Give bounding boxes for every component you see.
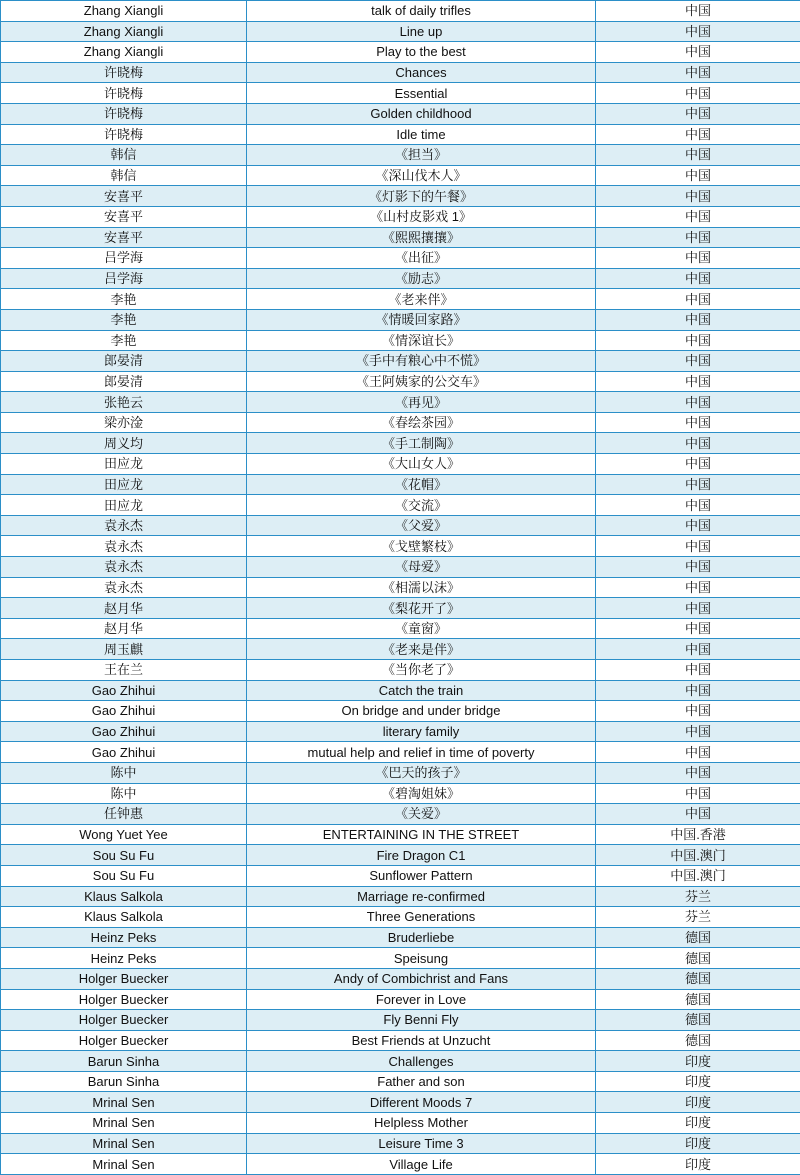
title-cell: 《童窗》 bbox=[247, 618, 596, 639]
country-cell: 中国 bbox=[596, 165, 800, 186]
title-cell: 《关爱》 bbox=[247, 804, 596, 825]
title-cell: 《灯影下的午餐》 bbox=[247, 186, 596, 207]
table-row bbox=[1, 42, 800, 63]
title-cell: 《母爱》 bbox=[247, 557, 596, 578]
country-cell: 中国 bbox=[596, 351, 800, 372]
title-cell: 《担当》 bbox=[247, 145, 596, 166]
title-cell: 《巴天的孩子》 bbox=[247, 762, 596, 783]
artist-cell: Barun Sinha bbox=[1, 1071, 247, 1092]
country-cell: 中国 bbox=[596, 124, 800, 145]
artist-cell: 梁亦淦 bbox=[1, 412, 247, 433]
artist-cell: Gao Zhihui bbox=[1, 701, 247, 722]
title-cell: Father and son bbox=[247, 1071, 596, 1092]
table-row bbox=[1, 145, 800, 166]
title-cell: 《手中有粮心中不慌》 bbox=[247, 351, 596, 372]
artist-cell: Holger Buecker bbox=[1, 1030, 247, 1051]
artist-cell: Gao Zhihui bbox=[1, 721, 247, 742]
title-cell: Best Friends at Unzucht bbox=[247, 1030, 596, 1051]
title-cell: Leisure Time 3 bbox=[247, 1133, 596, 1154]
country-cell: 德国 bbox=[596, 948, 800, 969]
country-cell: 中国 bbox=[596, 783, 800, 804]
title-cell: 《出征》 bbox=[247, 248, 596, 269]
artist-cell: 韩信 bbox=[1, 145, 247, 166]
country-cell: 印度 bbox=[596, 1154, 800, 1175]
country-cell: 芬兰 bbox=[596, 886, 800, 907]
title-cell: Idle time bbox=[247, 124, 596, 145]
country-cell: 中国 bbox=[596, 330, 800, 351]
title-cell: On bridge and under bridge bbox=[247, 701, 596, 722]
table-row bbox=[1, 598, 800, 619]
country-cell: 中国 bbox=[596, 495, 800, 516]
table-row bbox=[1, 577, 800, 598]
title-cell: Catch the train bbox=[247, 680, 596, 701]
table-row bbox=[1, 165, 800, 186]
country-cell: 中国 bbox=[596, 433, 800, 454]
title-cell: 《花帽》 bbox=[247, 474, 596, 495]
artist-cell: 安喜平 bbox=[1, 206, 247, 227]
country-cell: 印度 bbox=[596, 1133, 800, 1154]
artist-cell: 任钟惠 bbox=[1, 804, 247, 825]
country-cell: 芬兰 bbox=[596, 907, 800, 928]
title-cell: Line up bbox=[247, 21, 596, 42]
country-cell: 中国.澳门 bbox=[596, 865, 800, 886]
table-row bbox=[1, 701, 800, 722]
artist-cell: 陈中 bbox=[1, 762, 247, 783]
title-cell: Forever in Love bbox=[247, 989, 596, 1010]
table-row bbox=[1, 1092, 800, 1113]
title-cell: 《深山伐木人》 bbox=[247, 165, 596, 186]
title-cell: Chances bbox=[247, 62, 596, 83]
title-cell: literary family bbox=[247, 721, 596, 742]
table-row bbox=[1, 351, 800, 372]
table-row bbox=[1, 742, 800, 763]
country-cell: 德国 bbox=[596, 989, 800, 1010]
table-row bbox=[1, 948, 800, 969]
title-cell: 《当你老了》 bbox=[247, 660, 596, 681]
table-row bbox=[1, 639, 800, 660]
artist-cell: Sou Su Fu bbox=[1, 865, 247, 886]
table-row bbox=[1, 309, 800, 330]
table-row bbox=[1, 515, 800, 536]
artist-cell: 韩信 bbox=[1, 165, 247, 186]
country-cell: 中国 bbox=[596, 227, 800, 248]
table-row bbox=[1, 1, 800, 22]
country-cell: 中国 bbox=[596, 83, 800, 104]
title-cell: Speisung bbox=[247, 948, 596, 969]
artist-cell: 安喜平 bbox=[1, 227, 247, 248]
table-row bbox=[1, 660, 800, 681]
title-cell: 《熙熙攘攘》 bbox=[247, 227, 596, 248]
table-row bbox=[1, 495, 800, 516]
artist-cell: Holger Buecker bbox=[1, 1010, 247, 1031]
country-cell: 中国 bbox=[596, 103, 800, 124]
country-cell: 中国 bbox=[596, 804, 800, 825]
table-row bbox=[1, 103, 800, 124]
artist-cell: Mrinal Sen bbox=[1, 1154, 247, 1175]
title-cell: Golden childhood bbox=[247, 103, 596, 124]
country-cell: 中国 bbox=[596, 721, 800, 742]
country-cell: 中国 bbox=[596, 289, 800, 310]
title-cell: Challenges bbox=[247, 1051, 596, 1072]
title-cell: Play to the best bbox=[247, 42, 596, 63]
country-cell: 中国 bbox=[596, 206, 800, 227]
table-row bbox=[1, 1113, 800, 1134]
country-cell: 印度 bbox=[596, 1071, 800, 1092]
artist-cell: Holger Buecker bbox=[1, 989, 247, 1010]
country-cell: 中国 bbox=[596, 454, 800, 475]
title-cell: 《情深谊长》 bbox=[247, 330, 596, 351]
artist-cell: 陈中 bbox=[1, 783, 247, 804]
table-row bbox=[1, 989, 800, 1010]
country-cell: 中国 bbox=[596, 268, 800, 289]
artist-cell: Zhang Xiangli bbox=[1, 1, 247, 22]
table-row bbox=[1, 454, 800, 475]
table-row bbox=[1, 289, 800, 310]
country-cell: 中国 bbox=[596, 762, 800, 783]
country-cell: 中国 bbox=[596, 742, 800, 763]
country-cell: 印度 bbox=[596, 1113, 800, 1134]
country-cell: 中国 bbox=[596, 474, 800, 495]
artist-cell: 许晓梅 bbox=[1, 103, 247, 124]
country-cell: 德国 bbox=[596, 968, 800, 989]
artist-cell: 郎晏清 bbox=[1, 351, 247, 372]
table-row bbox=[1, 721, 800, 742]
artist-cell: Zhang Xiangli bbox=[1, 42, 247, 63]
title-cell: ENTERTAINING IN THE STREET bbox=[247, 824, 596, 845]
artist-cell: 安喜平 bbox=[1, 186, 247, 207]
country-cell: 中国 bbox=[596, 639, 800, 660]
country-cell: 中国.澳门 bbox=[596, 845, 800, 866]
table-row bbox=[1, 392, 800, 413]
table-row bbox=[1, 412, 800, 433]
table-row bbox=[1, 62, 800, 83]
title-cell: 《交流》 bbox=[247, 495, 596, 516]
artist-cell: Mrinal Sen bbox=[1, 1113, 247, 1134]
artist-cell: Klaus Salkola bbox=[1, 886, 247, 907]
table-row bbox=[1, 248, 800, 269]
artist-cell: 郎晏清 bbox=[1, 371, 247, 392]
artist-cell: 李艳 bbox=[1, 289, 247, 310]
title-cell: Helpless Mother bbox=[247, 1113, 596, 1134]
country-cell: 中国 bbox=[596, 680, 800, 701]
country-cell: 中国.香港 bbox=[596, 824, 800, 845]
artist-cell: 田应龙 bbox=[1, 454, 247, 475]
title-cell: 《春绘茶园》 bbox=[247, 412, 596, 433]
country-cell: 中国 bbox=[596, 145, 800, 166]
title-cell: 《父爱》 bbox=[247, 515, 596, 536]
table-row bbox=[1, 1154, 800, 1175]
table-row bbox=[1, 1030, 800, 1051]
title-cell: Essential bbox=[247, 83, 596, 104]
artist-cell: Zhang Xiangli bbox=[1, 21, 247, 42]
artist-cell: Barun Sinha bbox=[1, 1051, 247, 1072]
entries-table-body bbox=[1, 1, 800, 1175]
artist-cell: 王在兰 bbox=[1, 660, 247, 681]
title-cell: Bruderliebe bbox=[247, 927, 596, 948]
table-row bbox=[1, 21, 800, 42]
title-cell: mutual help and relief in time of poverty bbox=[247, 742, 596, 763]
table-row bbox=[1, 927, 800, 948]
artist-cell: 赵月华 bbox=[1, 598, 247, 619]
title-cell: 《相濡以沫》 bbox=[247, 577, 596, 598]
artist-cell: Heinz Peks bbox=[1, 948, 247, 969]
table-row bbox=[1, 680, 800, 701]
title-cell: Andy of Combichrist and Fans bbox=[247, 968, 596, 989]
country-cell: 印度 bbox=[596, 1051, 800, 1072]
table-row bbox=[1, 804, 800, 825]
artist-cell: 田应龙 bbox=[1, 474, 247, 495]
title-cell: talk of daily trifles bbox=[247, 1, 596, 22]
title-cell: 《碧淘姐妹》 bbox=[247, 783, 596, 804]
country-cell: 中国 bbox=[596, 412, 800, 433]
artist-cell: 袁永杰 bbox=[1, 557, 247, 578]
artist-cell: 许晓梅 bbox=[1, 83, 247, 104]
table-row bbox=[1, 1010, 800, 1031]
artist-cell: Mrinal Sen bbox=[1, 1092, 247, 1113]
title-cell: 《手工制陶》 bbox=[247, 433, 596, 454]
artist-cell: Klaus Salkola bbox=[1, 907, 247, 928]
table-row bbox=[1, 474, 800, 495]
artist-cell: Holger Buecker bbox=[1, 968, 247, 989]
table-row bbox=[1, 83, 800, 104]
table-row bbox=[1, 557, 800, 578]
artist-cell: 周玉麒 bbox=[1, 639, 247, 660]
country-cell: 德国 bbox=[596, 1010, 800, 1031]
table-row bbox=[1, 618, 800, 639]
title-cell: 《励志》 bbox=[247, 268, 596, 289]
title-cell: 《再见》 bbox=[247, 392, 596, 413]
title-cell: 《梨花开了》 bbox=[247, 598, 596, 619]
artist-cell: 袁永杰 bbox=[1, 536, 247, 557]
table-row bbox=[1, 907, 800, 928]
table-row bbox=[1, 371, 800, 392]
artist-cell: 袁永杰 bbox=[1, 577, 247, 598]
title-cell: Fly Benni Fly bbox=[247, 1010, 596, 1031]
table-row bbox=[1, 762, 800, 783]
artist-cell: 吕学海 bbox=[1, 248, 247, 269]
artist-cell: Wong Yuet Yee bbox=[1, 824, 247, 845]
country-cell: 中国 bbox=[596, 618, 800, 639]
title-cell: 《王阿姨家的公交车》 bbox=[247, 371, 596, 392]
table-row bbox=[1, 845, 800, 866]
country-cell: 中国 bbox=[596, 557, 800, 578]
country-cell: 中国 bbox=[596, 21, 800, 42]
title-cell: 《情暖回家路》 bbox=[247, 309, 596, 330]
table-row bbox=[1, 536, 800, 557]
country-cell: 印度 bbox=[596, 1092, 800, 1113]
table-row bbox=[1, 206, 800, 227]
title-cell: Sunflower Pattern bbox=[247, 865, 596, 886]
artist-cell: 许晓梅 bbox=[1, 124, 247, 145]
title-cell: 《戈壁繁枝》 bbox=[247, 536, 596, 557]
title-cell: 《山村皮影戏 1》 bbox=[247, 206, 596, 227]
artist-cell: 许晓梅 bbox=[1, 62, 247, 83]
title-cell: Marriage re-confirmed bbox=[247, 886, 596, 907]
country-cell: 中国 bbox=[596, 309, 800, 330]
table-row bbox=[1, 268, 800, 289]
country-cell: 中国 bbox=[596, 186, 800, 207]
country-cell: 德国 bbox=[596, 927, 800, 948]
artist-cell: 赵月华 bbox=[1, 618, 247, 639]
country-cell: 中国 bbox=[596, 701, 800, 722]
artist-cell: Gao Zhihui bbox=[1, 680, 247, 701]
title-cell: 《老来是伴》 bbox=[247, 639, 596, 660]
table-row bbox=[1, 783, 800, 804]
artist-cell: 田应龙 bbox=[1, 495, 247, 516]
title-cell: Village Life bbox=[247, 1154, 596, 1175]
artist-cell: 张艳云 bbox=[1, 392, 247, 413]
country-cell: 德国 bbox=[596, 1030, 800, 1051]
table-row bbox=[1, 186, 800, 207]
table-row bbox=[1, 227, 800, 248]
title-cell: 《大山女人》 bbox=[247, 454, 596, 475]
country-cell: 中国 bbox=[596, 1, 800, 22]
artist-cell: Heinz Peks bbox=[1, 927, 247, 948]
artist-cell: 吕学海 bbox=[1, 268, 247, 289]
table-row bbox=[1, 1071, 800, 1092]
title-cell: Different Moods 7 bbox=[247, 1092, 596, 1113]
table-row bbox=[1, 330, 800, 351]
table-row bbox=[1, 1133, 800, 1154]
artist-cell: Sou Su Fu bbox=[1, 845, 247, 866]
country-cell: 中国 bbox=[596, 248, 800, 269]
country-cell: 中国 bbox=[596, 62, 800, 83]
artist-cell: Mrinal Sen bbox=[1, 1133, 247, 1154]
country-cell: 中国 bbox=[596, 660, 800, 681]
country-cell: 中国 bbox=[596, 598, 800, 619]
country-cell: 中国 bbox=[596, 515, 800, 536]
title-cell: Three Generations bbox=[247, 907, 596, 928]
artist-cell: 李艳 bbox=[1, 309, 247, 330]
artist-cell: Gao Zhihui bbox=[1, 742, 247, 763]
table-row bbox=[1, 824, 800, 845]
table-row bbox=[1, 433, 800, 454]
artist-cell: 周义均 bbox=[1, 433, 247, 454]
table-row bbox=[1, 968, 800, 989]
country-cell: 中国 bbox=[596, 577, 800, 598]
country-cell: 中国 bbox=[596, 536, 800, 557]
country-cell: 中国 bbox=[596, 371, 800, 392]
country-cell: 中国 bbox=[596, 392, 800, 413]
title-cell: 《老来伴》 bbox=[247, 289, 596, 310]
table-row bbox=[1, 886, 800, 907]
country-cell: 中国 bbox=[596, 42, 800, 63]
title-cell: Fire Dragon C1 bbox=[247, 845, 596, 866]
table-row bbox=[1, 1051, 800, 1072]
table-row bbox=[1, 124, 800, 145]
artist-cell: 李艳 bbox=[1, 330, 247, 351]
artist-cell: 袁永杰 bbox=[1, 515, 247, 536]
table-row bbox=[1, 865, 800, 886]
